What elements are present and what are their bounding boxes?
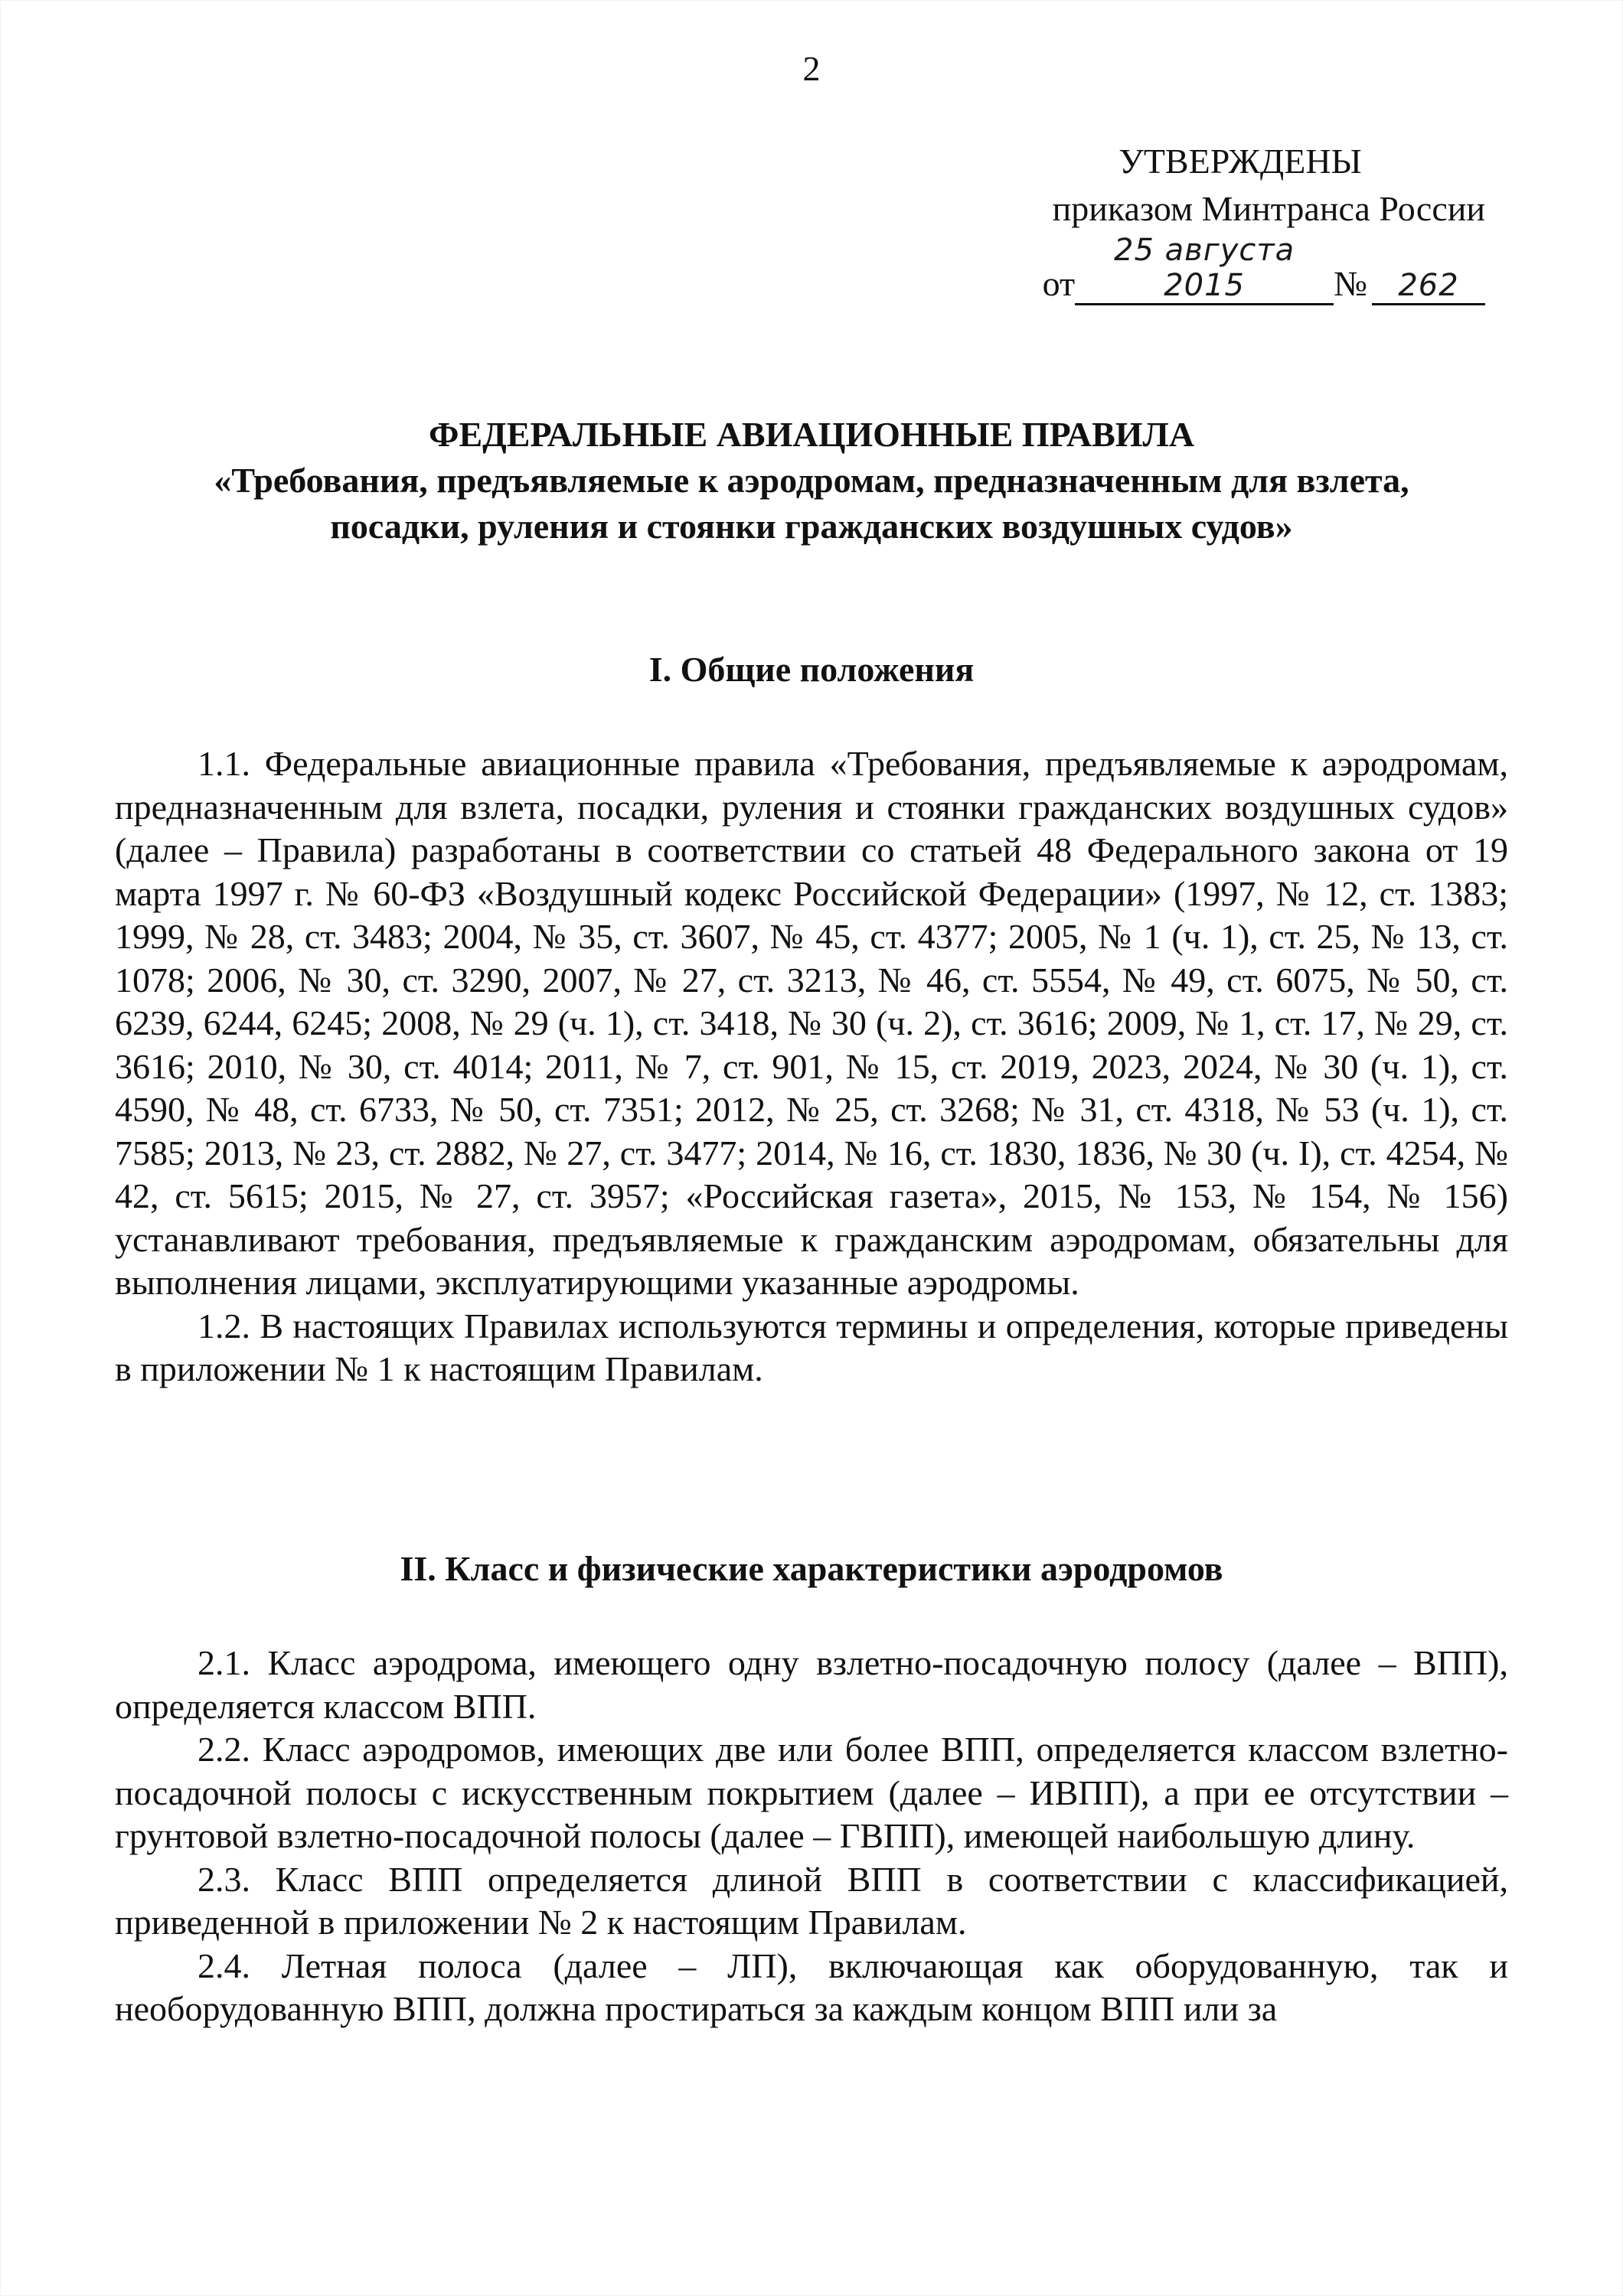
section-1-body — [115, 742, 1508, 1391]
paragraph-2-4: 2.4. Летная полоса (далее – ЛП), включающая как оборудованную, так и необорудованную ВПП, должна простираться за каждым концом ВПП или за — [115, 1945, 1508, 2028]
approval-stamp-block — [934, 138, 1485, 308]
paragraph-2-1: 2.1. Класс аэродрома, имеющего одну взлетно-посадочную полосу (далее – ВПП), определяется классом ВПП. — [115, 1643, 1508, 1726]
handwritten-number: 262 — [1372, 268, 1485, 305]
title-line-3: посадки, руления и стоянки гражданских воздушных судов» — [330, 507, 1293, 546]
title-line-2: «Требования, предъявляемые к аэродромам, предназначенным для взлета, — [214, 461, 1409, 500]
section-2-body — [115, 1642, 1508, 2031]
section-2-heading: II. Класс и физические характеристики аэродромов — [400, 1549, 1223, 1588]
paragraph-1-2: 1.2. В настоящих Правилах используются термины и определения, которые приведены в приложении № 1 к настоящим Правилам. — [115, 1306, 1508, 1388]
date-prefix: от — [1042, 264, 1076, 303]
approval-title: УТВЕРЖДЕНЫ — [1118, 142, 1362, 181]
paragraph-1-1: 1.1. Федеральные авиационные правила «Требования, предъявляемые к аэродромам, предназначенным для взлета, посадки, руления и стоянки гражданских воздушных судов» (далее – Правила) разработаны в соответствии со статьей 48 Федерального закона от 19 марта 1997 г. № 60-ФЗ «Воздушный кодекс Российской Федерации» (1997, № 12, ст. 1383; 1999, № 28, ст. 3483; 2004, № 35, ст. 3607, № 45, ст. 4377; 2005, № 1 (ч. 1), ст. 25, № 13, ст. 1078; 2006, № 30, ст. 3290, 2007, № 27, ст. 3213, № 46, ст. 5554, № 49, ст. 6075, № 50, ст. 6239, 6244, 6245; 2008, № 29 (ч. 1), ст. 3418, № 30 (ч. 2), ст. 3616; 2009, № 1, ст. 17, № 29, ст. 3616; 2010, № 30, ст. 4014; 2011, № 7, ст. 901, № 15, ст. 2019, 2023, 2024, № 30 (ч. 1), ст. 4590, № 48, ст. 6733, № 50, ст. 7351; 2012, № 25, ст. 3268; № 31, ст. 4318, № 53 (ч. 1), ст. 7585; 2013, № 23, ст. 2882, № 27, ст. 3477; 2014, № 16, ст. 1830, 1836, № 30 (ч. I), ст. 4254, № 42, ст. 5615; 2015, № 27, ст. 3957; «Российская газета», 2015, № 153, № 154, № 156) устанавливают требования, предъявляемые к гражданским аэродромам, обязательны для выполнения лицами, эксплуатирующими указанные аэродромы. — [115, 744, 1508, 1302]
number-prefix: № — [1334, 264, 1367, 303]
approval-order-line: приказом Минтранса России — [1052, 189, 1485, 228]
title-line-1: ФЕДЕРАЛЬНЫЕ АВИАЦИОННЫЕ ПРАВИЛА — [428, 415, 1195, 454]
approval-date-line — [934, 233, 1485, 308]
paragraph-2-2: 2.2. Класс аэродромов, имеющих две или более ВПП, определяется классом взлетно-посадочной полосы с искусственным покрытием (далее – ИВПП), а при ее отсутствии – грунтовой взлетно-посадочной полосы (далее – ГВПП), имеющей наибольшую длину. — [115, 1730, 1508, 1855]
paragraph-2-3: 2.3. Класс ВПП определяется длиной ВПП в соответствии с классификацией, приведенной в приложении № 2 к настоящим Правилам. — [115, 1859, 1508, 1942]
document-title — [115, 412, 1508, 550]
page-number: 2 — [802, 49, 821, 88]
section-1-heading: I. Общие положения — [648, 650, 975, 689]
handwritten-date: 25 августа 2015 — [1075, 233, 1334, 305]
